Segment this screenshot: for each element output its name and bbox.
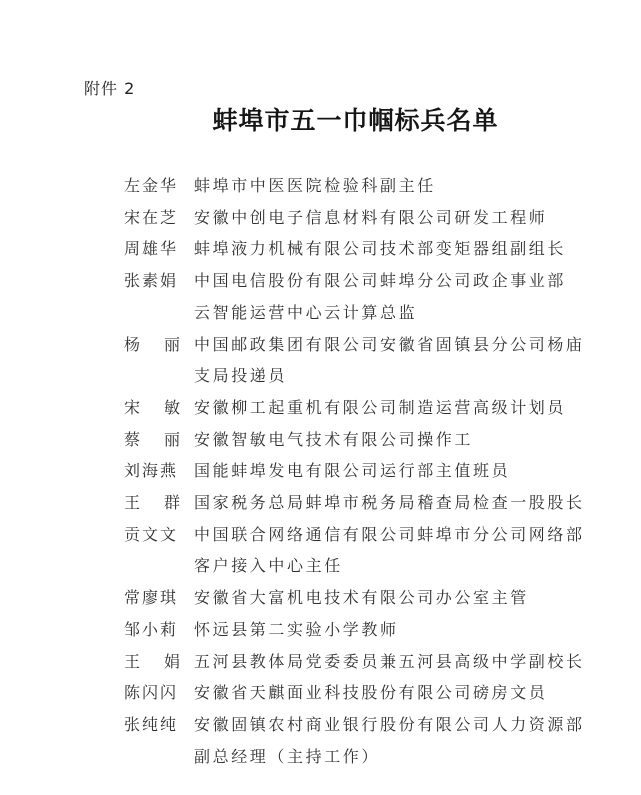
honoree-role bbox=[194, 202, 594, 234]
honoree-role-line: 国家税务总局蚌埠市税务局稽查局检查一股股长 bbox=[194, 493, 585, 513]
honoree-name: 常廖琪 bbox=[124, 588, 179, 608]
honoree-name: 张纯纯 bbox=[124, 714, 179, 734]
honoree-role-line: 安徽固镇农村商业银行股份有限公司人力资源部 bbox=[194, 714, 585, 734]
honoree-role-line: 中国邮政集团有限公司安徽省固镇县分公司杨庙 bbox=[194, 334, 585, 354]
honoree-role bbox=[194, 392, 594, 424]
honoree-name: 邹小莉 bbox=[124, 619, 179, 639]
honoree-name bbox=[124, 424, 180, 456]
list-item bbox=[124, 709, 594, 772]
honoree-name: 宋在芝 bbox=[124, 207, 179, 227]
honoree-name-char: 杨 bbox=[124, 334, 141, 354]
honoree-name-char: 丽 bbox=[163, 334, 180, 354]
honoree-role bbox=[194, 519, 594, 582]
honoree-role bbox=[194, 170, 594, 202]
list-item bbox=[124, 646, 594, 678]
honoree-role bbox=[194, 424, 594, 456]
honoree-name: 贡文文 bbox=[124, 524, 179, 544]
honoree-role bbox=[194, 455, 594, 487]
honoree-role bbox=[194, 582, 594, 614]
list-item bbox=[124, 455, 594, 487]
honoree-role-line: 安徽中创电子信息材料有限公司研发工程师 bbox=[194, 207, 548, 227]
honoree-list bbox=[124, 170, 594, 772]
honoree-name-char: 蔡 bbox=[124, 429, 141, 449]
honoree-role bbox=[194, 233, 594, 265]
honoree-name: 张素娟 bbox=[124, 271, 179, 291]
honoree-role bbox=[194, 265, 594, 328]
list-item bbox=[124, 170, 594, 202]
honoree-role bbox=[194, 677, 594, 709]
honoree-name: 左金华 bbox=[124, 176, 179, 195]
honoree-name bbox=[124, 487, 180, 519]
honoree-role bbox=[194, 329, 594, 392]
honoree-role-line: 客户接入中心主任 bbox=[194, 556, 343, 576]
honoree-name-char: 宋 bbox=[124, 397, 141, 417]
honoree-name-char: 群 bbox=[163, 493, 180, 513]
honoree-role-line: 中国电信股份有限公司蚌埠分公司政企事业部 bbox=[194, 271, 567, 291]
honoree-role-line: 安徽柳工起重机有限公司制造运营高级计划员 bbox=[194, 397, 567, 417]
honoree-role-line: 安徽省天麒面业科技股份有限公司磅房文员 bbox=[194, 683, 548, 703]
honoree-name: 陈闪闪 bbox=[124, 683, 179, 703]
honoree-name-char: 敏 bbox=[163, 397, 180, 417]
honoree-role bbox=[194, 709, 594, 772]
list-item bbox=[124, 424, 594, 456]
honoree-name bbox=[124, 392, 180, 424]
list-item bbox=[124, 265, 594, 328]
honoree-role-line: 中国联合网络通信有限公司蚌埠市分公司网络部 bbox=[194, 524, 585, 544]
document-title: 蚌埠市五一巾帼标兵名单 bbox=[212, 106, 499, 135]
honoree-role-line: 安徽智敏电气技术有限公司操作工 bbox=[194, 429, 474, 449]
honoree-role-line: 副总经理（主持工作） bbox=[194, 746, 381, 766]
honoree-role-line: 支局投递员 bbox=[194, 366, 288, 386]
honoree-role bbox=[194, 487, 594, 519]
honoree-name-char: 娟 bbox=[163, 651, 180, 671]
honoree-role-line: 国能蚌埠发电有限公司运行部主值班员 bbox=[194, 461, 511, 481]
honoree-role-line: 五河县教体局党委委员兼五河县高级中学副校长 bbox=[194, 651, 585, 671]
list-item bbox=[124, 582, 594, 614]
honoree-name-char: 王 bbox=[124, 493, 141, 513]
honoree-role-line: 安徽省大富机电技术有限公司办公室主管 bbox=[194, 588, 529, 608]
honoree-role-line: 蚌埠液力机械有限公司技术部变矩器组副组长 bbox=[194, 239, 567, 259]
honoree-name bbox=[124, 329, 180, 361]
list-item bbox=[124, 487, 594, 519]
honoree-name bbox=[124, 646, 180, 678]
honoree-name: 刘海燕 bbox=[124, 461, 179, 481]
list-item bbox=[124, 677, 594, 709]
list-item bbox=[124, 233, 594, 265]
attachment-label: 附件 2 bbox=[84, 79, 136, 98]
honoree-name-char: 丽 bbox=[163, 429, 180, 449]
honoree-role bbox=[194, 614, 594, 646]
list-item bbox=[124, 392, 594, 424]
honoree-role-line: 蚌埠市中医医院检验科副主任 bbox=[194, 176, 436, 195]
list-item bbox=[124, 519, 594, 582]
honoree-name-char: 王 bbox=[124, 651, 141, 671]
list-item bbox=[124, 329, 594, 392]
honoree-name: 周雄华 bbox=[124, 239, 179, 259]
honoree-role-line: 怀远县第二实验小学教师 bbox=[194, 619, 399, 639]
list-item bbox=[124, 202, 594, 234]
list-item bbox=[124, 614, 594, 646]
honoree-role-line: 云智能运营中心云计算总监 bbox=[194, 302, 418, 322]
honoree-role bbox=[194, 646, 594, 678]
